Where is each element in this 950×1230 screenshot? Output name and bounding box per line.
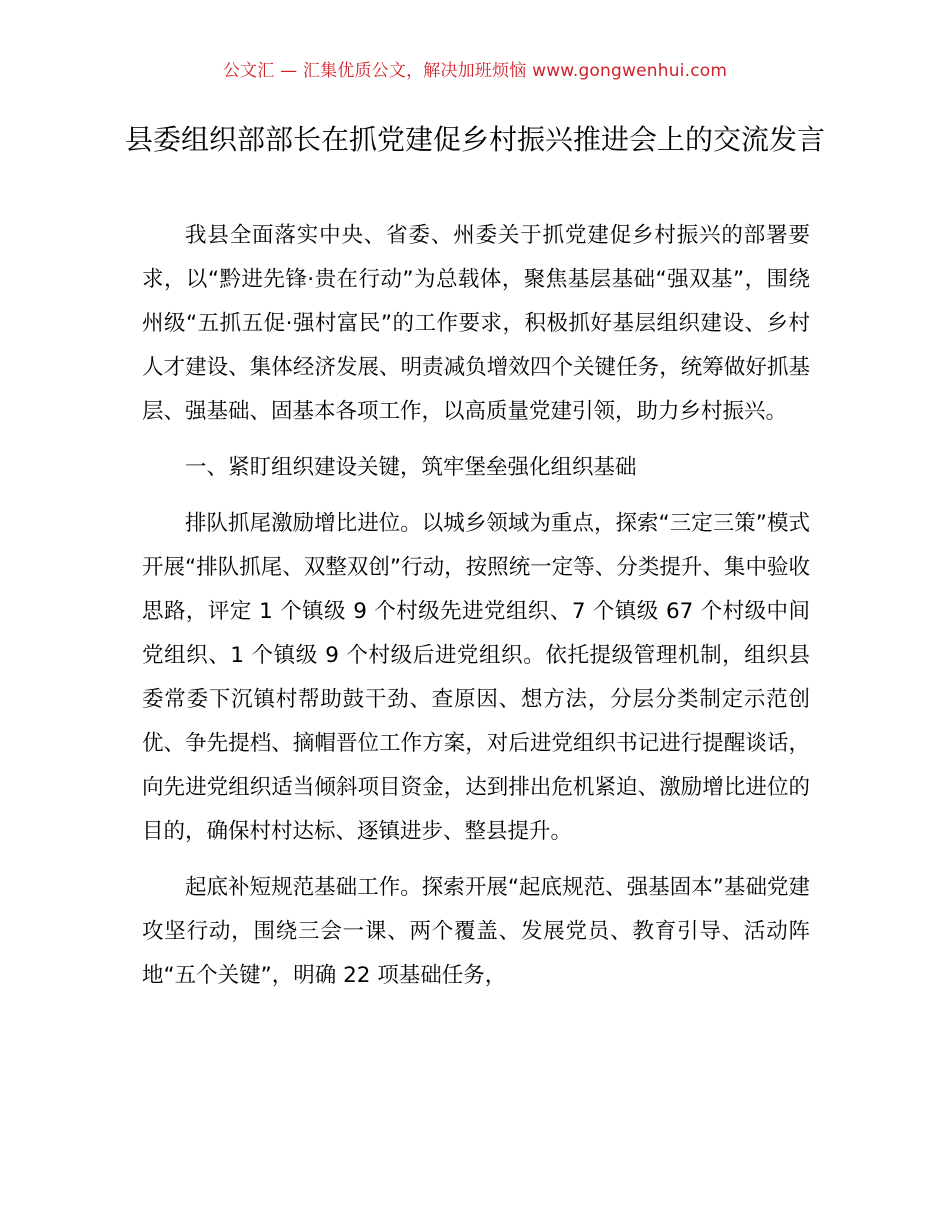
- section-heading: 一、紧盯组织建设关键，筑牢堡垒强化组织基础: [185, 455, 637, 480]
- intro-paragraph: 我县全面落实中央、省委、州委关于抓党建促乡村振兴的部署要求，以“黔进先锋·贵在行动”为总载体，聚焦基层基础“强双基”，围绕州级“五抓五促·强村富民”的工作要求，积极抓好基层组织建设、乡村人才建设、集体经济发展、明责减负增效四个关键任务，统筹做好抓基层、强基础、固基本各项工作，以高质量党建引领，助力乡村振兴。: [142, 223, 810, 424]
- document-title: 县委组织部部长在抓党建促乡村振兴推进会上的交流发言: [124, 123, 825, 156]
- site-banner: 公文汇 — 汇集优质公文，解决加班烦恼 www.gongwenhui.com: [222, 61, 728, 81]
- body-paragraph: 排队抓尾激励增比进位。以城乡领域为重点，探索“三定三策”模式开展“排队抓尾、双整双创”行动，按照统一定等、分类提升、集中验收思路，评定 1 个镇级 9 个村级先进党组织、7 个镇级 67 个村级中间党组织、1 个镇级 9 个村级后进党组织。依托提级管理机制，组织县委常委下沉镇村帮助鼓干劲、查原因、想方法，分层分类制定示范创优、争先提档、摘帽晋位工作方案，对后进党组织书记进行提醒谈话，向先进党组织适当倾斜项目资金，达到排出危机紧迫、激励增比进位的目的，确保村村达标、逐镇进步、整县提升。: [142, 511, 810, 844]
- body-paragraph: 起底补短规范基础工作。探索开展“起底规范、强基固本”基础党建攻坚行动，围绕三会一课、两个覆盖、发展党员、教育引导、活动阵地“五个关键”，明确 22 项基础任务，: [142, 875, 810, 988]
- document-body: [142, 214, 810, 1010]
